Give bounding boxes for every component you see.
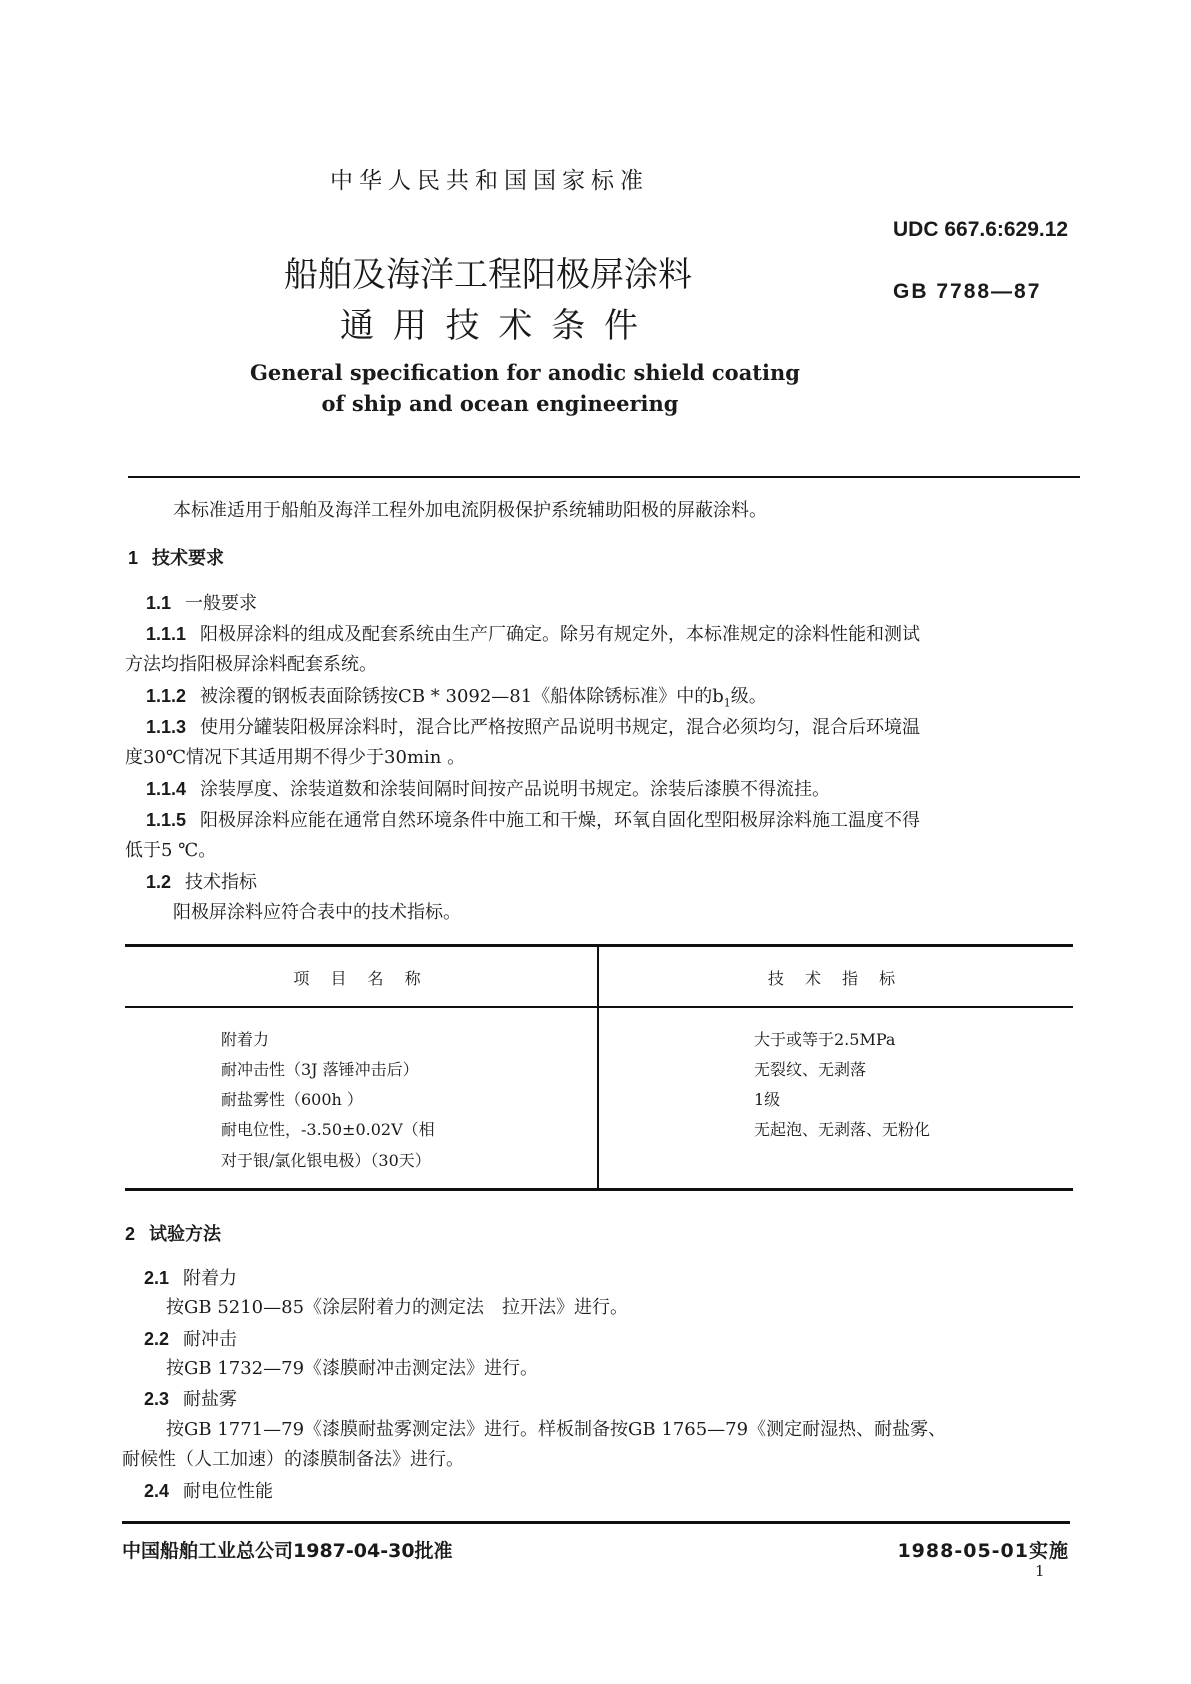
english-title-line2: of ship and ocean engineering	[321, 391, 679, 416]
table-top-rule	[125, 944, 1073, 947]
clause-1-1-3-cont: 度30℃情况下其适用期不得少于30min 。	[125, 747, 466, 768]
section-2-3-text: 按GB 1771—79《漆膜耐盐雾测定法》进行。样板制备按GB 1765—79《测定耐湿热、耐盐雾、	[166, 1419, 947, 1440]
table-bottom-rule	[125, 1188, 1073, 1191]
table-cell-item: 附着力	[221, 1030, 270, 1049]
title-line1: 船舶及海洋工程阳极屏涂料	[284, 255, 692, 295]
clause-1-1-4: 1.1.4 涂装厚度、涂装道数和涂装间隔时间按产品说明书规定。涂装后漆膜不得流挂。	[146, 779, 831, 800]
section-2-1-heading: 2.1 附着力	[144, 1268, 238, 1289]
table-header-item: 项 目 名 称	[293, 969, 429, 988]
section-2-2-heading: 2.2 耐冲击	[144, 1329, 238, 1350]
table-cell-spec: 1级	[754, 1090, 781, 1109]
section-2-heading: 2 试验方法	[125, 1224, 222, 1245]
english-title-line1: General specification for anodic shield coating	[250, 360, 800, 385]
table-cell-spec: 无裂纹、无剥落	[754, 1060, 867, 1079]
clause-1-1-1: 1.1.1 阳极屏涂料的组成及配套系统由生产厂确定。除另有规定外，本标准规定的涂料性能和测试	[146, 624, 921, 645]
table-cell-spec: 大于或等于2.5MPa	[754, 1030, 896, 1049]
approval-date: 中国船舶工业总公司1987-04-30批准	[122, 1540, 453, 1562]
section-1-heading: 1 技术要求	[128, 548, 225, 569]
clause-1-1-1-cont: 方法均指阳极屏涂料配套系统。	[125, 654, 377, 675]
table-header-rule	[125, 1006, 1073, 1008]
section-1-2-heading: 1.2 技术指标	[146, 872, 258, 893]
gb-number: GB 7788—87	[893, 280, 1042, 303]
national-standard-label: 中华人民共和国国家标准	[330, 168, 649, 194]
section-1-2-text: 阳极屏涂料应符合表中的技术指标。	[173, 902, 461, 923]
section-2-4-heading: 2.4 耐电位性能	[144, 1481, 274, 1502]
table-header-spec: 技 术 指 标	[767, 969, 904, 988]
section-2-3-heading: 2.3 耐盐雾	[144, 1389, 238, 1410]
udc-code: UDC 667.6:629.12	[893, 218, 1069, 241]
clause-1-1-5-cont: 低于5 ℃。	[125, 840, 217, 861]
clause-1-1-3: 1.1.3 使用分罐装阳极屏涂料时，混合比严格按照产品说明书规定，混合必须均匀，混合后环境温	[146, 717, 921, 738]
section-2-3-text-cont: 耐候性（人工加速）的漆膜制备法》进行。	[122, 1449, 464, 1470]
section-2-1-text: 按GB 5210—85《涂层附着力的测定法 拉开法》进行。	[166, 1297, 629, 1318]
table-cell-spec: 无起泡、无剥落、无粉化	[754, 1120, 931, 1139]
implementation-date: 1988-05-01实施	[897, 1540, 1069, 1562]
page-number: 1	[1035, 1562, 1045, 1580]
table-cell-item: 耐冲击性（3J 落锤冲击后）	[221, 1060, 419, 1079]
footer-divider	[122, 1521, 1070, 1524]
title-line2: 通 用 技 术 条 件	[340, 306, 643, 346]
clause-1-1-2: 1.1.2 被涂覆的钢板表面除锈按CB * 3092—81《船体除锈标准》中的$b_1$级。	[146, 686, 767, 710]
table-cell-item: 对于银/氯化银电极）（30天）	[221, 1151, 431, 1170]
section-2-2-text: 按GB 1732—79《漆膜耐冲击测定法》进行。	[166, 1358, 539, 1379]
intro-text: 本标准适用于船舶及海洋工程外加电流阴极保护系统辅助阳极的屏蔽涂料。	[173, 500, 767, 521]
section-1-1-heading: 1.1 一般要求	[146, 593, 258, 614]
table-cell-item: 耐电位性，-3.50±0.02V（相	[221, 1120, 435, 1139]
clause-1-1-5: 1.1.5 阳极屏涂料应能在通常自然环境条件中施工和干燥，环氧自固化型阳极屏涂料施工温度不得	[146, 810, 921, 831]
table-cell-item: 耐盐雾性（600h ）	[221, 1090, 363, 1109]
header-divider	[128, 476, 1080, 478]
